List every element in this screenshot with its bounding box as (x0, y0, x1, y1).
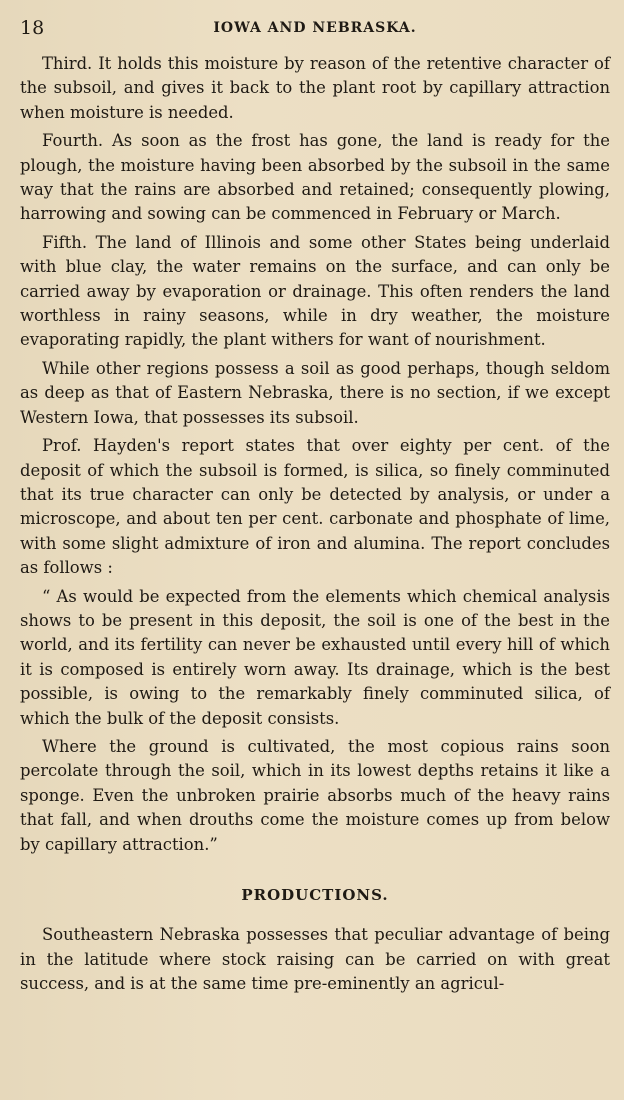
paragraph-hayden-report: Prof. Hayden's report states that over eighty per cent. of the deposit of which the subsoil is formed, is silica, so finely comminuted that its true character can only be detected by analysis, or under a microscope, and about ten per cent. carbonate and phosphate of lime, with some slight admixture of iron and alumina. The report concludes as follows : (20, 436, 610, 578)
paragraph-other-regions: While other regions possess a soil as good perhaps, though seldom as deep as that of Eastern Nebraska, there is no section, if we except Western Iowa, that possesses its subsoil. (20, 358, 610, 427)
paragraph-fifth: Fifth. The land of Illinois and some other States being underlaid with blue clay, the water remains on the surface, and can only be carried away by evaporation or drainage. This often renders the land worthless in rainy seasons, while in dry weather, the moisture evaporating rapidly, the plant withers for want of nourishment. (20, 232, 610, 350)
page-number: 18 (20, 17, 45, 39)
running-title: IOWA AND NEBRASKA. (213, 20, 417, 36)
paragraph-fourth: Fourth. As soon as the frost has gone, the land is ready for the plough, the moisture having been absorbed by the subsoil in the same way that the rains are absorbed and retained; consequently plowing, harrowing and sowing can be commenced in February or March. (20, 131, 610, 224)
paragraph-third: Third. It holds this moisture by reason of the retentive character of the subsoil, and gives it back to the plant root by capillary attraction when moisture is needed. (20, 54, 610, 122)
body-text (20, 52, 610, 997)
paragraph-cultivated-ground: Where the ground is cultivated, the most copious rains soon percolate through the soil, which in its lowest depths retains it like a sponge. Even the unbroken prairie absorbs much of the heavy rains that fall, and when drouths come the moisture comes up from below by capillary attraction.” (20, 736, 610, 854)
section-heading-productions: PRODUCTIONS. (241, 886, 389, 904)
running-header (20, 14, 610, 42)
paragraph-quotation: “ As would be expected from the elements which chemical analysis shows to be present in this deposit, the soil is one of the best in the world, and its fertility can never be exhausted until every hill of which it is composed is entirely worn away. Its drainage, which is the best possible, is owing to the remarkably finely comminuted silica, of which the bulk of the deposit consists. (20, 586, 610, 728)
paragraph-productions: Southeastern Nebraska possesses that peculiar advantage of being in the latitude where stock raising can be carried on with great success, and is at the same time pre-eminently an agricul- (20, 925, 610, 994)
